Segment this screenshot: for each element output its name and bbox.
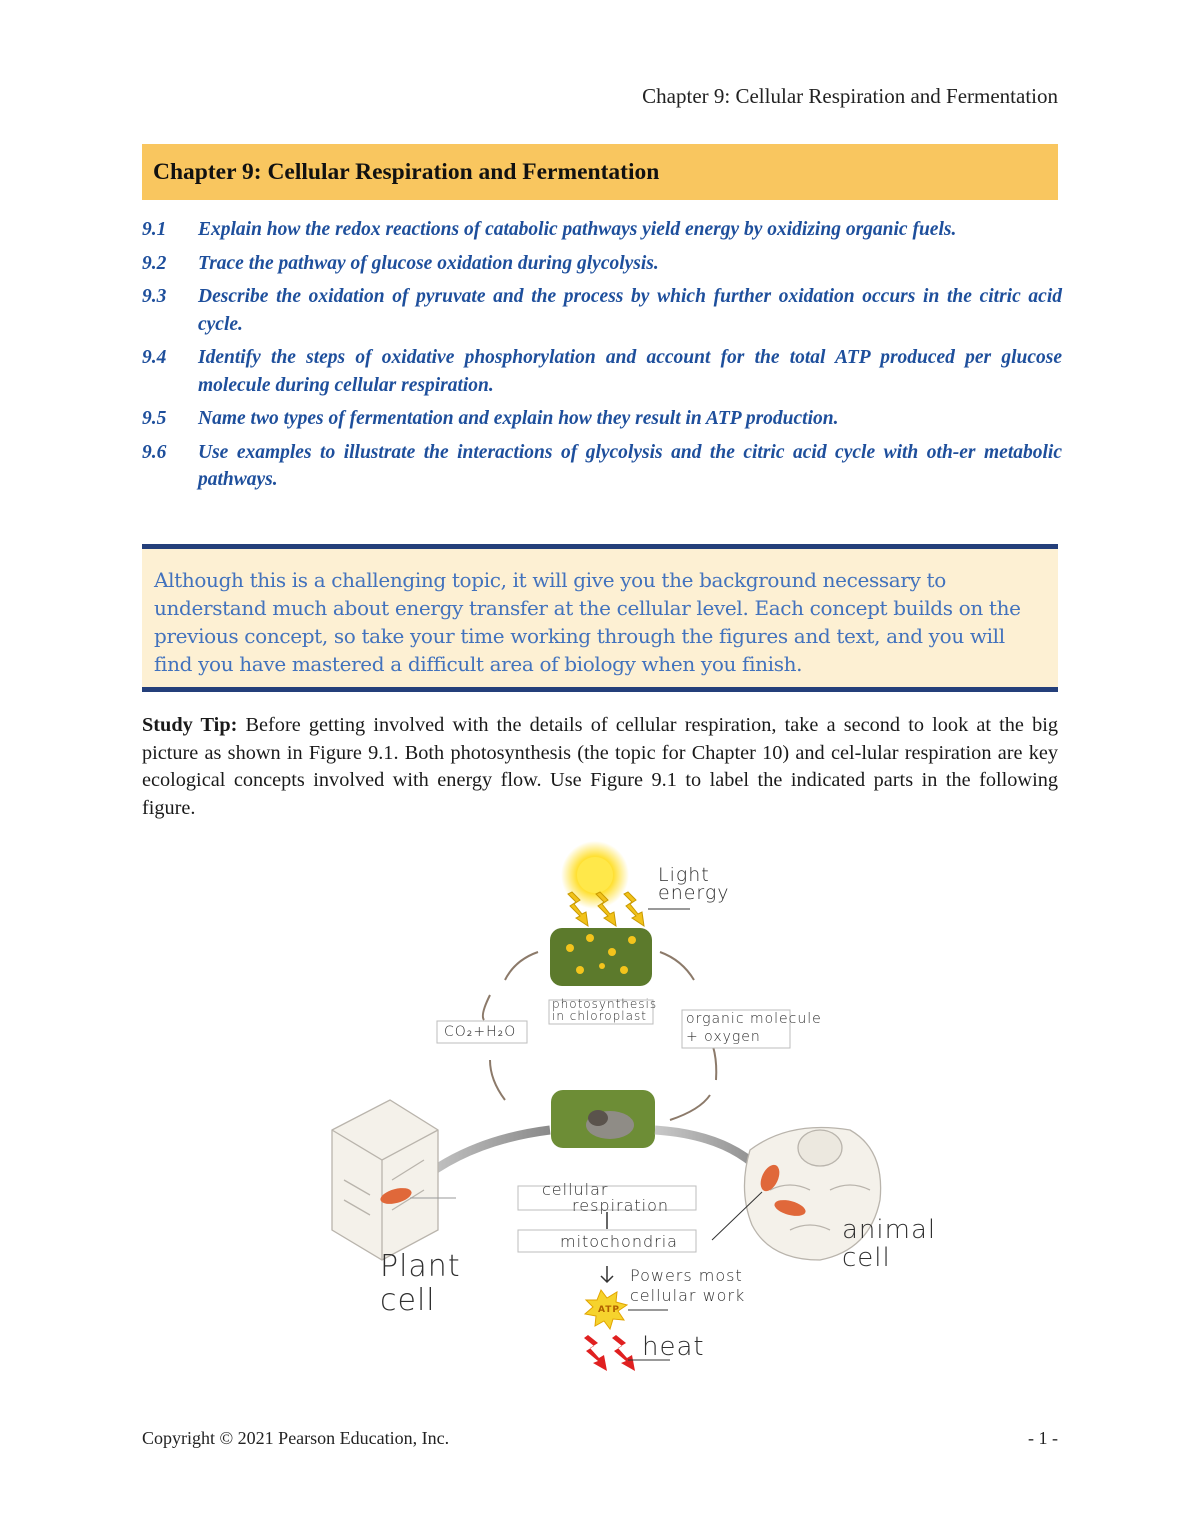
objective-number: 9.4	[142, 347, 167, 368]
objective-number: 9.1	[142, 219, 167, 240]
intro-callout	[142, 544, 1058, 692]
hw-organic-molecule: organic molecule + oxygen	[686, 1011, 822, 1045]
hw-photosynthesis: photosynthesis in chloroplast	[552, 997, 658, 1023]
study-tip-label: Study Tip:	[142, 714, 238, 736]
hw-mitochondria: mitochondria	[560, 1232, 678, 1251]
objective-number: 9.6	[142, 441, 167, 463]
objective-text: Trace the pathway of glucose oxidation during glycolysis.	[198, 252, 659, 274]
hw-co2-h2o: CO₂+H₂O	[444, 1024, 517, 1040]
study-tip	[142, 712, 1058, 822]
objective-item	[142, 216, 1062, 244]
hw-heat: heat	[642, 1332, 705, 1362]
hw-cellular-respiration: cellular respiration	[542, 1180, 670, 1215]
learning-objectives	[142, 216, 1062, 500]
objective-text: Explain how the redox reactions of catabolic pathways yield energy by oxidizing organic fuels.	[198, 219, 957, 240]
objective-text: Describe the oxidation of pyruvate and the process by which further oxidation occurs in the citric acid cycle.	[198, 286, 1062, 335]
objective-number: 9.3	[142, 286, 167, 307]
plant-cell-sketch	[332, 1100, 438, 1260]
hw-plant-cell: Plant cell	[380, 1249, 461, 1318]
copyright-footer: Copyright © 2021 Pearson Education, Inc.	[142, 1428, 450, 1448]
callout-text: Although this is a challenging topic, it will give you the background necessary to understand much about energy transfer at the cellular level. Each concept builds on the previous concept, so take your time working through the figures and text, and you will find you have mastered a difficult area of biology when you finish.	[154, 568, 1021, 676]
objective-text: Use examples to illustrate the interactions of glycolysis and the citric acid cycle with oth-er metabolic pathways.	[198, 441, 1062, 490]
objective-item	[142, 344, 1062, 399]
chapter-title-bar	[142, 144, 1058, 200]
objective-number: 9.2	[142, 252, 167, 274]
objective-item	[142, 250, 1062, 278]
chapter-title: Chapter 9: Cellular Respiration and Fermentation	[153, 159, 660, 185]
running-header: Chapter 9: Cellular Respiration and Fermentation	[642, 84, 1058, 108]
objective-item	[142, 405, 1062, 433]
hw-powers: Powers most cellular work	[630, 1266, 746, 1305]
objective-item	[142, 283, 1062, 338]
energy-flow-figure	[320, 830, 960, 1390]
objective-number: 9.5	[142, 408, 167, 429]
meadow-photo	[550, 928, 652, 986]
sun-core	[577, 857, 613, 893]
objective-text: Name two types of fermentation and explain how they result in ATP production.	[198, 408, 839, 429]
heat-arrows-icon	[584, 1335, 635, 1371]
objective-item	[142, 439, 1062, 494]
study-tip-text: Before getting involved with the details of cellular respiration, take a second to look at the big picture as shown in Figure 9.1. Both photosynthesis (the topic for Chapter 10) and cel-lular respiration are key ecological concepts involved with energy flow. Use Figure 9.1 to label the indicated parts in the following figure.	[142, 714, 1059, 819]
objective-text: Identify the steps of oxidative phosphorylation and account for the total ATP produced per glucose molecule during cellular respiration.	[198, 347, 1062, 396]
hw-light-energy: Light energy	[658, 864, 730, 904]
hw-animal-cell: animal cell	[842, 1215, 937, 1273]
atp-label: ATP	[598, 1305, 621, 1315]
page-number: - 1 -	[1028, 1428, 1058, 1448]
